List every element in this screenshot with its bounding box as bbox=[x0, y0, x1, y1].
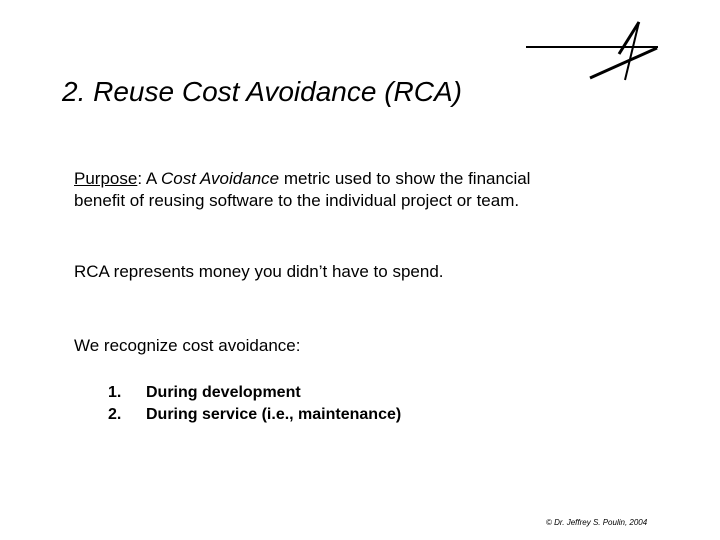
list-item-number: 1. bbox=[108, 384, 122, 401]
purpose-label: Purpose bbox=[74, 169, 138, 188]
list-item-text: During development bbox=[146, 384, 301, 401]
purpose-colon: : A bbox=[137, 169, 161, 188]
slide-title: 2. Reuse Cost Avoidance (RCA) bbox=[62, 76, 462, 107]
list-item-number: 2. bbox=[108, 406, 122, 423]
list-item bbox=[108, 382, 401, 404]
recognition-list bbox=[108, 382, 401, 426]
purpose-italic-term: Cost Avoidance bbox=[160, 169, 280, 188]
purpose-paragraph bbox=[74, 168, 554, 212]
list-item-text: During service (i.e., maintenance) bbox=[146, 406, 402, 423]
copyright-notice: © Dr. Jeffrey S. Poulin, 2004 bbox=[546, 518, 648, 527]
rca-statement: RCA represents money you didn’t have to spend. bbox=[74, 262, 444, 281]
recognize-intro: We recognize cost avoidance: bbox=[74, 336, 301, 355]
list-item bbox=[108, 404, 401, 426]
purpose-text: metric used to show the financial benefit of reusing software to the individual project or team. bbox=[74, 169, 531, 210]
star-logo-icon bbox=[522, 18, 662, 84]
